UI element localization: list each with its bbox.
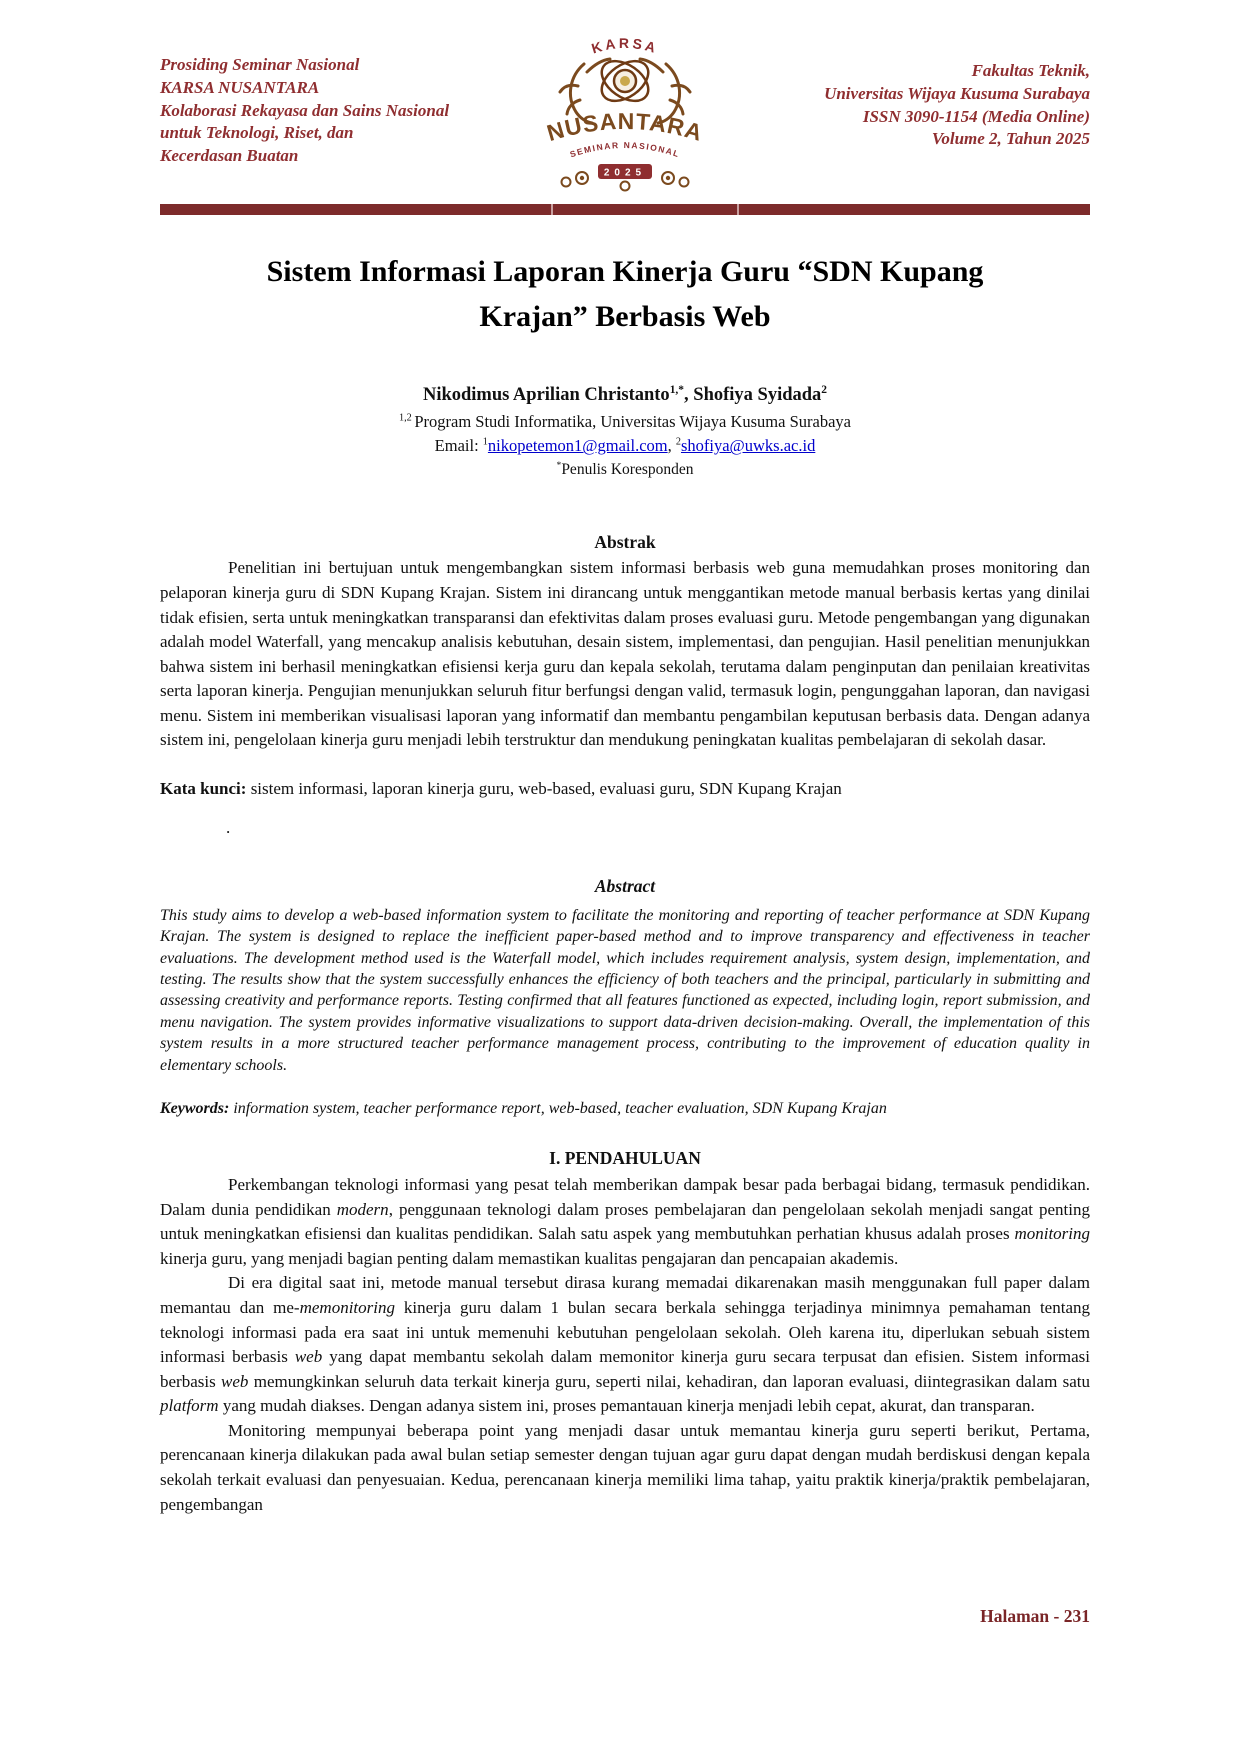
logo-sub-text: SEMINAR NASIONAL: [568, 139, 682, 160]
text-run: Email:: [434, 436, 483, 456]
logo-main-text: NUSANTARA: [543, 107, 707, 147]
svg-text:KARSA: [590, 35, 661, 57]
masthead-right-line: Fakultas Teknik,: [971, 61, 1090, 80]
text-run: 1: [482, 436, 488, 448]
text-run: information system, teacher performance report, web-based, teacher evaluation, SDN Kupang Krajan: [229, 1100, 887, 1118]
text-run: 2: [821, 383, 828, 396]
body-paragraph: [160, 1419, 1090, 1517]
text-run: yang dapat membantu sekolah dalam memonitor kinerja guru secara terpusat dan efisien. Sistem informasi berbasis: [160, 1347, 1090, 1391]
abstrak-body: Penelitian ini bertujuan untuk mengembangkan sistem informasi berbasis web guna memudahkan proses monitoring dan pelaporan kinerja guru di SDN Kupang Krajan. Sistem ini dirancang untuk menggantikan metode manual berbasis kertas yang dinilai tidak efisien, serta untuk meningkatkan transparansi dan efektivitas dalam proses evaluasi guru. Metode pengembangan yang digunakan adalah model Waterfall, yang mencakup analisis kebutuhan, desain sistem, implementasi, dan pengujian. Hasil penelitian menunjukkan bahwa sistem ini berhasil meningkatkan efisiensi kerja guru dan kepala sekolah, terutama dalam penginputan dan penilaian kreativitas serta laporan kinerja. Pengujian menunjukkan seluruh fitur berfungsi dengan valid, termasuk login, pengunggahan laporan, dan navigasi menu. Sistem ini memberikan visualisasi laporan yang informatif dan membantu pengambilan keputusan berbasis data. Dengan adanya sistem ini, pengelolaan kinerja guru menjadi lebih terstruktur dan mendukung peningkatan kualitas pembelajaran di sekolah dasar.: [160, 558, 1090, 750]
text-run: modern: [336, 1199, 389, 1219]
masthead-left-line: Kecerdasan Buatan: [160, 146, 299, 166]
text-run: 2: [675, 436, 681, 448]
text-run: Kata kunci:: [160, 778, 247, 798]
masthead-left-line: Kolaborasi Rekayasa dan Sains Nasional: [160, 100, 450, 120]
text-run: kinerja guru dalam 1 bulan secara berkala sehingga terjadinya minimnya pemahaman tentang teknologi informasi pada era saat ini untuk memenuhi kebutuhan pengelolaan sekolah. Oleh karena itu, diperlukan sebuah sistem informasi berbasis: [160, 1298, 1090, 1367]
masthead-left-line: Prosiding Seminar Nasional: [160, 55, 360, 74]
text-run: 1,*: [669, 383, 685, 396]
body-paragraph: [160, 1271, 1090, 1418]
text-run: kinerja guru, yang menjadi bagian penting dalam memastikan kualitas pengajaran dan pencapaian akademis.: [160, 1248, 899, 1268]
text-run: platform: [160, 1396, 219, 1416]
author-block: [160, 383, 1090, 480]
text-run: memungkinkan seluruh data terkait kinerja guru, seperti nilai, kehadiran, dan laporan evaluasi, diintegrasikan dalam satu: [248, 1371, 1090, 1391]
stray-period: .: [226, 817, 231, 837]
masthead-left-block: [160, 42, 505, 168]
masthead-left-line: KARSA NUSANTARA: [160, 77, 320, 97]
author-emails: [160, 435, 1090, 458]
svg-text:SEMINAR NASIONAL: [569, 140, 682, 160]
text-run: monitoring: [1014, 1224, 1090, 1244]
text-run: sistem informasi, laporan kinerja guru, web-based, evaluasi guru, SDN Kupang Krajan: [246, 778, 842, 798]
abstract-body: This study aims to develop a web-based information system to facilitate the monitoring and reporting of teacher performance at SDN Kupang Krajan. The system is designed to replace the inefficient paper-based method and to improve transparency and effectiveness in teacher evaluations. The development method used is the Waterfall model, which includes requirement analysis, system design, implementation, and testing. The results show that the system successfully enhances the efficiency of both teachers and the principal, particularly in submitting and assessing creativity and performance reports. Testing confirmed that all features functioned as expected, including login, report submission, and menu navigation. The system provides informative visualizations to support data-driven decision-making. Overall, the implementation of this system results in a more structured teacher performance management process, contributing to the improvement of education quality in elementary schools.: [160, 906, 1090, 1074]
divider-segment: [551, 204, 553, 215]
abstract-heading: Abstract: [594, 875, 656, 896]
text-run: ,: [667, 436, 676, 456]
kata-kunci-line: [160, 779, 1090, 799]
text-run: Keywords:: [160, 1100, 230, 1118]
author-affiliation: [160, 411, 1090, 434]
text-run: web: [294, 1347, 323, 1367]
text-run: web: [221, 1371, 249, 1391]
text-run: Perkembangan teknologi informasi yang pesat telah memberikan dampak besar pada berbagai bidang, termasuk pendidikan. Dalam dunia pendidikan: [160, 1175, 1090, 1219]
logo-graphic: [540, 34, 710, 194]
masthead-divider-bar: [160, 204, 1090, 215]
masthead-right-line: Volume 2, Tahun 2025: [931, 129, 1090, 149]
masthead-left-line: untuk Teknologi, Riset, dan: [160, 123, 354, 143]
masthead-right-line: Universitas Wijaya Kusuma Surabaya: [824, 83, 1090, 103]
text-run: Program Studi Informatika, Universitas Wijaya Kusuma Surabaya: [414, 411, 851, 431]
page-number-footer: Halaman - 231: [980, 1606, 1090, 1626]
masthead-right-block: [745, 42, 1090, 151]
divider-segment: [737, 204, 739, 215]
author-names: [160, 383, 1090, 409]
abstrak-heading: Abstrak: [594, 532, 656, 553]
masthead-right-line: ISSN 3090-1154 (Media Online): [862, 106, 1090, 126]
body-paragraph: [160, 1173, 1090, 1271]
text-run: , Shofiya Syidada: [684, 385, 822, 405]
corresponding-author-note: [160, 459, 1090, 480]
text-run: Nikodimus Aprilian Christanto: [422, 385, 670, 405]
karsa-nusantara-logo: [540, 34, 710, 194]
text-run: yang mudah diakses. Dengan adanya sistem ini, proses pemantauan kinerja menjadi lebih cepat, akurat, dan transparan.: [218, 1396, 1035, 1416]
journal-masthead: [160, 34, 1090, 190]
text-run: , penggunaan teknologi dalam proses pembelajaran dan pengelolaan sekolah menjadi sangat penting untuk meningkatkan efisiensi dan kualitas pendidikan. Salah satu aspek yang membutuhkan perhatian khusus adalah proses: [160, 1199, 1090, 1244]
text-run: Monitoring mempunyai beberapa point yang menjadi dasar untuk memantau kinerja guru seperti berikut, Pertama, perencanaan kinerja dilakukan pada awal bulan setiap semester dengan tujuan agar guru dapat dengan mudah berdiskusi dengan kepala sekolah terkait evaluasi dan penyesuaian. Kedua, perencanaan kinerja memiliki lima tahap, yaitu praktik kinerja/praktik pembelajaran, pengembangan: [160, 1420, 1090, 1514]
paper-title: Sistem Informasi Laporan Kinerja Guru “SDN Kupang Krajan” Berbasis Web: [266, 255, 984, 333]
pendahuluan-body: [160, 1173, 1090, 1517]
email-link[interactable]: nikopetemon1@gmail.com: [487, 436, 668, 456]
text-run: memonitoring: [299, 1298, 395, 1318]
section-heading-pendahuluan: I. PENDAHULUAN: [549, 1148, 701, 1169]
logo-top-text: KARSA: [589, 34, 661, 57]
text-run: 1,2: [399, 412, 415, 424]
keywords-line: [160, 1100, 1090, 1118]
text-run: Penulis Koresponden: [561, 461, 694, 479]
text-run: *: [556, 459, 562, 471]
logo-year-text: 2025: [603, 167, 647, 179]
text-run: Di era digital saat ini, metode manual tersebut dirasa kurang memadai dikarenakan masih menggunakan full paper dalam memantau dan me-: [160, 1273, 1090, 1318]
email-link[interactable]: shofiya@uwks.ac.id: [680, 436, 816, 456]
